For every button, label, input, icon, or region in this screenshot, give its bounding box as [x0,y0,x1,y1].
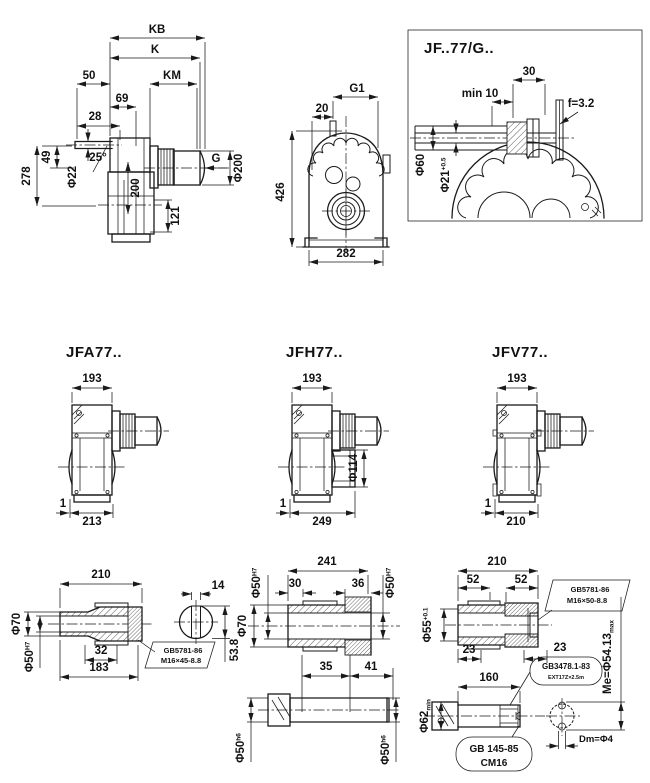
spline-shaft-right [422,556,630,705]
jfa-dim-offset: 1 [59,498,67,510]
dim-len-210: 210 [91,569,111,581]
callout-bolt-size-b: M16×50-8.8 [566,596,608,605]
dim-d50h7-r: $\Phi 50^{H7}$ [385,567,397,599]
dim-200: 200 [130,178,142,198]
dim-d50h7-l: $\Phi 50^{H7}$ [251,567,263,599]
jfv-title: JFV77.. [492,344,549,361]
dim-49: 49 [41,150,53,164]
jfv-dim-base: 210 [506,516,526,528]
dim-me: $Me=\Phi 54.13_{max}$ [602,620,616,694]
dim-160: 160 [479,672,499,684]
callout-center-size: CM16 [480,758,508,769]
dim-52r: 52 [514,574,528,586]
hollow-shaft-mid [237,556,400,655]
dim-23r: 23 [553,642,567,654]
callout-bolt-std-a: GB5781-86 [163,646,203,655]
dim-36: 36 [351,578,365,590]
detail-box [408,30,642,221]
side-view [21,24,245,242]
dim-keyh-53-8: 53.8 [229,638,241,662]
dim-30: 30 [522,66,536,78]
dim-len-241: 241 [317,556,337,568]
dim-32: 32 [94,645,108,657]
dim-d62min: $\Phi 62_{min}$ [419,699,433,733]
dim-angle: 25° [89,152,107,164]
dim-20: 20 [315,103,329,115]
dim-d22: Φ22 [67,165,79,189]
solid-shaft-mid [235,655,400,765]
hollow-shaft-left [11,569,241,681]
dim-km: KM [163,70,181,82]
jfh-dim-base: 249 [312,516,332,528]
dim-50: 50 [82,70,96,82]
dim-23l: 23 [462,644,476,656]
dim-d50h6-r: $\Phi 50^{h6}$ [380,735,392,765]
dim-282: 282 [336,248,356,260]
dim-69: 69 [115,93,129,105]
jfv-view [481,344,594,528]
jfa-title: JFA77.. [66,344,123,361]
callout-center-std: GB 145-85 [469,744,519,755]
jfh-dim-width: 193 [302,373,322,385]
jfa-dim-width: 193 [82,373,102,385]
detail-title: JF..77/G.. [424,40,495,57]
dim-426: 426 [275,182,287,202]
dim-kb: KB [148,24,166,36]
dim-183: 183 [89,662,109,674]
dim-35: 35 [319,661,333,673]
dim-d200: Φ200 [233,153,245,183]
jfh-view [276,344,389,528]
dim-41: 41 [364,661,378,673]
front-view [275,83,390,266]
callout-spline-spec: EXT17Z×2.5m [548,675,584,681]
dim-d50h7: $\Phi 50^{H7}$ [24,641,36,673]
callout-bolt-std-b: GB5781-86 [570,585,610,594]
dim-121: 121 [170,206,182,226]
dim-d60: Φ60 [415,153,427,177]
jfh-title: JFH77.. [286,344,343,361]
jfh-dim-flange: Φ114 [348,454,360,482]
dim-f: f=3.2 [567,98,595,110]
dim-30b: 30 [288,578,302,590]
jfv-dim-width: 193 [507,373,527,385]
jfv-dim-offset: 1 [484,498,492,510]
dim-g: G [211,153,221,165]
jfh-dim-offset: 1 [279,498,287,510]
dim-d70: Φ70 [11,612,23,636]
dim-k: K [150,44,160,56]
dim-d55: $\Phi 55^{+0.1}$ [422,607,434,643]
callout-spline-std: GB3478.1-83 [541,662,591,671]
dim-g1: G1 [349,83,365,95]
dim-52l: 52 [466,574,480,586]
dim-d21: $\Phi 21^{+0.5}$ [440,157,452,193]
dim-min10: min 10 [461,88,499,100]
dim-d50h6-l: $\Phi 50^{h6}$ [235,733,247,763]
dim-278: 278 [21,166,33,186]
dim-len-210b: 210 [487,556,507,568]
jfa-dim-base: 213 [82,516,102,528]
jfa-view [56,344,169,528]
dim-dm: Dm=Φ4 [579,734,613,745]
dim-d70b: Φ70 [237,614,249,638]
dim-28: 28 [88,111,102,123]
dim-keyw-14: 14 [211,580,225,592]
callout-bolt-size-a: M16×45-8.8 [160,656,202,665]
